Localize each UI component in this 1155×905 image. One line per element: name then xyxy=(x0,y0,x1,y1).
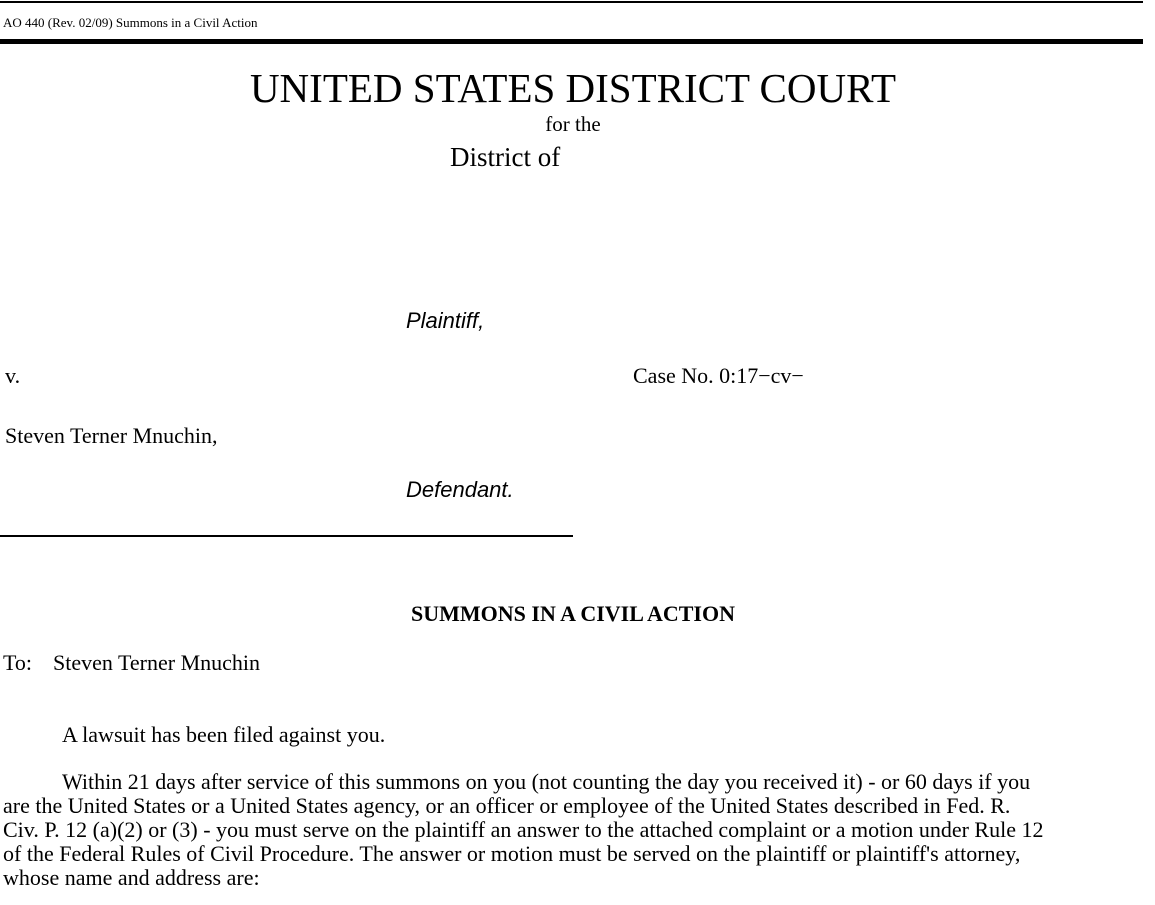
paragraph-line: Within 21 days after service of this summons on you (not counting the day you received it) - or 60 days if you xyxy=(62,769,1031,794)
plaintiff-label: Plaintiff, xyxy=(406,308,485,333)
court-district: District of xyxy=(450,142,561,172)
defendant-name: Steven Terner Mnuchin, xyxy=(5,423,218,448)
versus-label: v. xyxy=(5,363,21,388)
paragraph-line: of the Federal Rules of Civil Procedure. The answer or motion must be served on the plaintiff or plaintiff's attorney, xyxy=(3,841,1021,866)
paragraph-line: Civ. P. 12 (a)(2) or (3) - you must serve on the plaintiff an answer to the attached complaint or a motion under Rule 12 xyxy=(3,817,1044,842)
court-title: UNITED STATES DISTRICT COURT xyxy=(249,65,897,111)
court-for-the: for the xyxy=(545,112,601,136)
paragraph-line: are the United States or a United States agency, or an officer or employee of the United States described in Fed. R. xyxy=(3,793,1011,818)
case-number: Case No. 0:17−cv− xyxy=(633,363,804,388)
header-divider xyxy=(0,39,1143,44)
top-rule xyxy=(0,1,1143,3)
summons-heading: SUMMONS IN A CIVIL ACTION xyxy=(411,601,735,626)
form-identifier: AO 440 (Rev. 02/09) Summons in a Civil Action xyxy=(3,15,258,30)
paragraph-line: whose name and address are: xyxy=(3,865,260,890)
caption-divider xyxy=(0,535,573,537)
to-label: To: xyxy=(3,650,33,675)
summons-paragraph-1: A lawsuit has been filed against you. xyxy=(62,722,386,747)
to-recipient-name: Steven Terner Mnuchin xyxy=(53,650,261,675)
summons-paragraph-2 xyxy=(3,770,1145,890)
defendant-label: Defendant. xyxy=(406,477,514,502)
